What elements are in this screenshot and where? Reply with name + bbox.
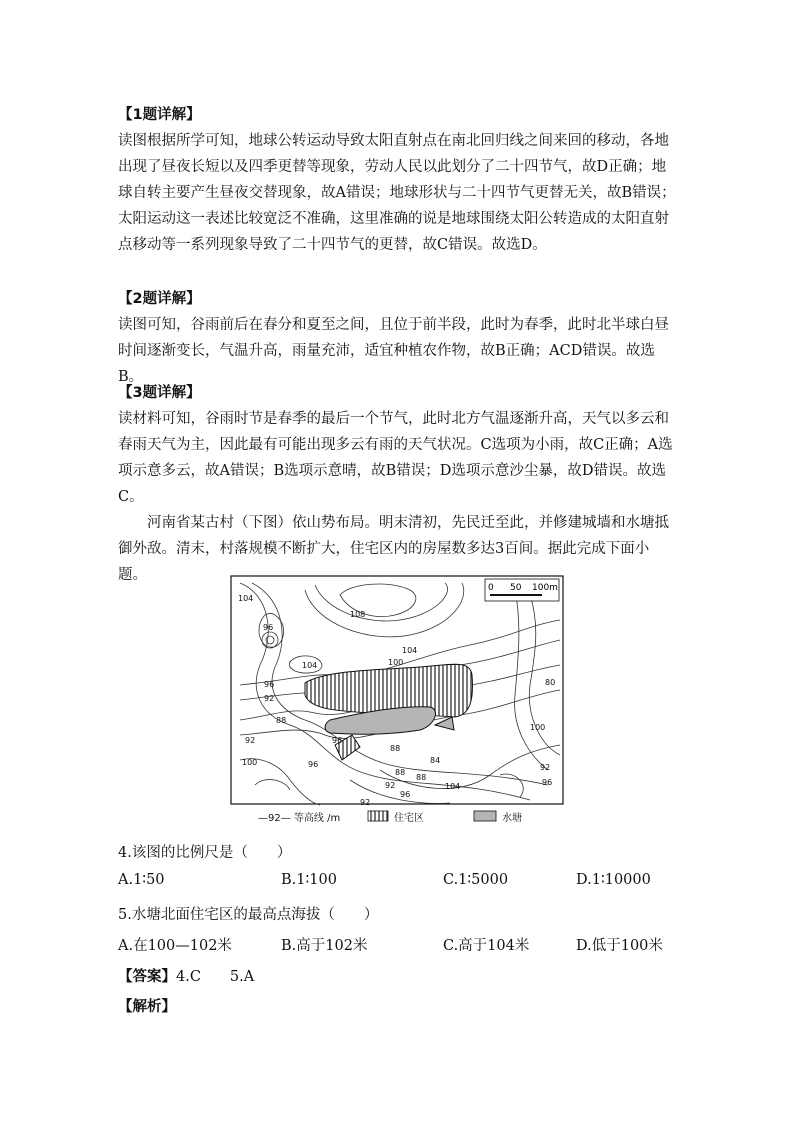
map-legend [258, 811, 522, 824]
scale-label-50: 50 [510, 583, 522, 593]
contour-label: 92 [360, 798, 371, 807]
q5-option-c[interactable]: C.高于104米 [443, 938, 530, 954]
analysis-heading: 【解析】 [118, 999, 176, 1015]
contour-label: 100 [530, 723, 546, 732]
contour-label: 96 [264, 680, 275, 689]
q4-option-a[interactable]: A.1∶50 [118, 872, 165, 888]
q5-option-a[interactable]: A.在100—102米 [118, 938, 232, 954]
contour-map [230, 575, 564, 825]
answer-line [118, 964, 678, 990]
section-1-heading: 【1题详解】 [118, 107, 201, 123]
contour-label: 96 [332, 736, 343, 745]
contour-label: 84 [430, 756, 441, 765]
q5-option-d[interactable]: D.低于100米 [576, 938, 663, 954]
contour-label: 88 [395, 768, 406, 777]
answer-label: 【答案】 [118, 969, 176, 985]
question-4-stem: 4.该图的比例尺是（ ） [118, 845, 292, 861]
section-2-body: 读图可知，谷雨前后在春分和夏至之间，且位于前半段，此时为春季，此时北半球白昼时间逐渐变长，气温升高，雨量充沛，适宜种植农作物，故B正确；ACD错误。故选B。 [118, 317, 669, 385]
legend-residential: 住宅区 [394, 813, 424, 824]
contour-label: 88 [390, 744, 401, 753]
legend-pond: 水塘 [502, 813, 522, 824]
contour-label: 92 [264, 694, 275, 703]
contour-label: 92 [245, 736, 256, 745]
answer-text: 4.C 5.A [176, 969, 255, 985]
legend-residential-swatch [368, 811, 388, 821]
section-2-heading: 【2题详解】 [118, 291, 201, 307]
scale-label-0: 0 [488, 583, 494, 593]
contour-map-figure [230, 575, 564, 825]
contour-label: 104 [445, 782, 461, 791]
contour-label: 88 [276, 716, 287, 725]
q4-option-d[interactable]: D.1∶10000 [576, 872, 651, 888]
contour-label: 100 [242, 758, 258, 767]
question-4-options [118, 872, 678, 896]
contour-label: 100 [388, 658, 404, 667]
intro-paragraph: 河南省某古村（下图）依山势布局。明末清初，先民迁至此，并修建城墙和水塘抵御外敌。清末，村落规模不断扩大，住宅区内的房屋数多达3百间。据此完成下面小题。 [118, 515, 669, 583]
contour-label: 92 [385, 781, 396, 790]
question-5-stem: 5.水塘北面住宅区的最高点海拔（ ） [118, 907, 379, 923]
legend-contour: —92— 等高线 /m [258, 813, 341, 824]
contour-label: 80 [545, 678, 556, 687]
legend-pond-swatch [474, 811, 496, 821]
contour-label: 88 [416, 773, 427, 782]
q4-option-c[interactable]: C.1∶5000 [443, 872, 509, 888]
contour-label: 104 [302, 661, 318, 670]
contour-label: 96 [542, 778, 553, 787]
contour-label: 96 [308, 760, 319, 769]
q5-option-b[interactable]: B.高于102米 [281, 938, 368, 954]
contour-label: 96 [400, 790, 411, 799]
scale-label-100m: 100m [532, 583, 558, 593]
section-3-body: 读材料可知，谷雨时节是春季的最后一个节气，此时北方气温逐渐升高，天气以多云和春雨天气为主，因此最有可能出现多云有雨的天气状况。C选项为小雨，故C正确；A选项示意多云，故A错误；B选项示意晴，故B错误；D选项示意沙尘暴，故D错误。故选C。 [118, 411, 673, 505]
contour-label: 104 [402, 646, 418, 655]
contour-label: 92 [540, 763, 551, 772]
section-1-body: 读图根据所学可知，地球公转运动导致太阳直射点在南北回归线之间来回的移动，各地出现了昼夜长短以及四季更替等现象，劳动人民以此划分了二十四节气，故D正确；地球自转主要产生昼夜交替现象，故A错误；地球形状与二十四节气更替无关，故B错误；太阳运动这一表述比较宽泛不准确，这里准确的说是地球围绕太阳公转造成的太阳直射点移动等一系列现象导致了二十四节气的更替，故C错误。故选D。 [118, 133, 676, 253]
contour-label: 96 [263, 623, 274, 632]
section-3-heading: 【3题详解】 [118, 385, 201, 401]
contour-label: 104 [238, 594, 254, 603]
question-5-options [118, 934, 678, 958]
contour-label: 108 [350, 610, 366, 619]
q4-option-b[interactable]: B.1∶100 [281, 872, 337, 888]
